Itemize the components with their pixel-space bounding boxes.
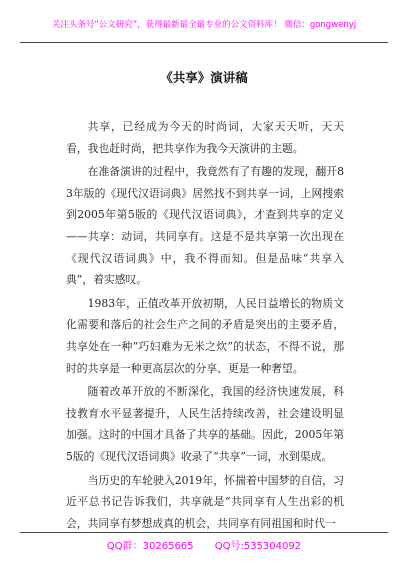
- header-divider: [20, 42, 388, 43]
- paragraph: 共享，已经成为今天的时尚词，大家天天听，天天看，我也赶时尚，把共享作为我今天演讲的主题。: [66, 120, 344, 155]
- document-title: 《共享》演讲稿: [160, 70, 248, 85]
- footer-qq-group: QQ群：30265665: [106, 541, 194, 552]
- footer-qq-number: QQ号:535304092: [214, 541, 302, 552]
- page-header: 关注头条号“公文研究”，获得最新最全最专业的公文资料库！ 微信：gongwenyj: [51, 20, 357, 30]
- document-body: [66, 116, 344, 536]
- page-footer: [0, 537, 408, 552]
- paragraph: 在准备演讲的过程中，我竟然有了有趣的发现，翻开83年版的《现代汉语词典》居然找不到共享一词，上网搜索到2005年第5版的《现代汉语词典》，才查到共享的定义——共享：动词，共同享有。这是不是共享第一次出现在《现代汉语词典》中，我不得而知。但是品味“共享入典”，着实感叹。: [66, 165, 344, 287]
- paragraph: 当历史的车轮驶入2019年，怀揣着中国梦的自信，习近平总书记告诉我们，共享就是“共同享有人生出彩的机会，共同享有梦想成真的机会，共同享有同祖国和时代一: [66, 473, 344, 530]
- paragraph: 随着改革开放的不断深化，我国的经济快速发展，科技教育水平显著提升，人民生活持续改善，社会建设明显加强。这时的中国才具备了共享的基础。因此，2005年第5版的《现代汉语词典》收录了“共享”一词，水到渠成。: [66, 385, 344, 463]
- footer-divider: [20, 532, 388, 533]
- paragraph: 1983年，正值改革开放初期，人民日益增长的物质文化需要和落后的社会生产之间的矛盾是突出的主要矛盾，共享处在一种“巧妇难为无米之炊”的状态，不得不说，那时的共享是一种更高层次的分享、更是一种奢望。: [66, 296, 344, 375]
